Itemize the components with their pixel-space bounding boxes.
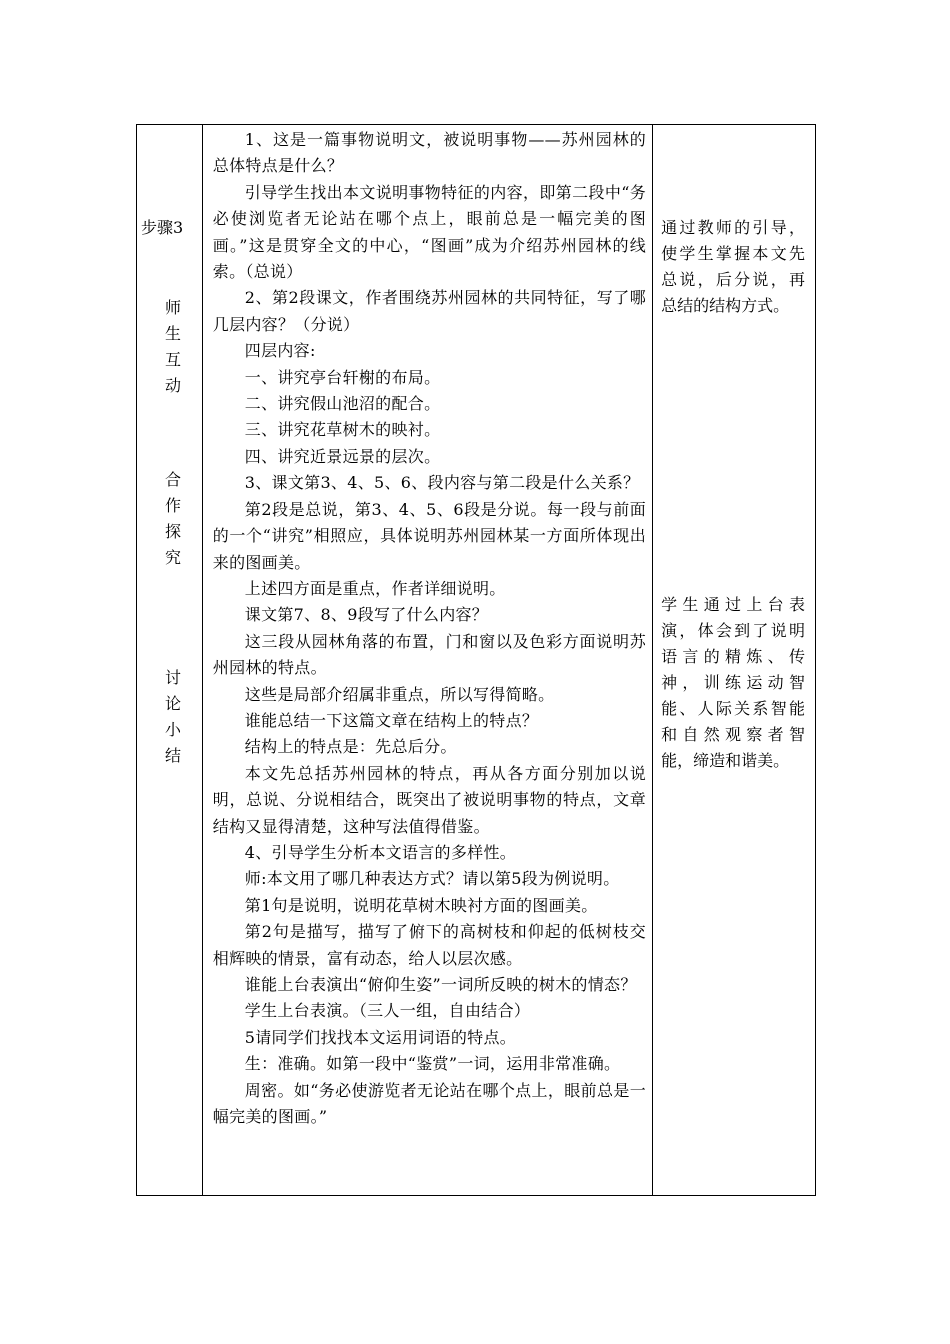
lesson-paragraph: 1、这是一篇事物说明文，被说明事物——苏州园林的总体特点是什么？ xyxy=(212,130,647,176)
lesson-content xyxy=(203,125,652,1130)
lesson-paragraph: 3、课文第3、4、5、6、段内容与第二段是什么关系？ xyxy=(244,473,640,493)
lesson-paragraph: 谁能上台表演出“俯仰生姿”一词所反映的树木的情态？ xyxy=(244,975,637,994)
lesson-paragraph: 师:本文用了哪几种表达方式？请以第5段为例说明。 xyxy=(244,869,620,889)
lesson-paragraph: 周密。如“务必使游览者无论站在哪个点上，眼前总是一幅完美的图画。” xyxy=(212,1080,647,1127)
content-column xyxy=(202,125,652,1196)
lesson-paragraph: 2、第2段课文，作者围绕苏州园林的共同特征，写了哪几层内容？（分说） xyxy=(212,288,647,334)
lesson-paragraph: 5请同学们找找本文运用词语的特点。 xyxy=(244,1027,517,1047)
vertical-label-discussion-summary: 讨 论 小 结 xyxy=(164,668,181,765)
step-label: 步骤3 xyxy=(141,218,184,237)
lesson-paragraph: 第1句是说明，说明花草树木映衬方面的图画美。 xyxy=(244,895,598,915)
lesson-paragraph: 谁能总结一下这篇文章在结构上的特点？ xyxy=(244,710,539,730)
lesson-paragraph: 第2段是总说，第3、4、5、6段是分说。每一段与前面的一个“讲究”相照应，具体说明苏州园林某一方面所体现出来的图画美。 xyxy=(212,499,647,572)
lesson-paragraph: 4、引导学生分析本文语言的多样性。 xyxy=(244,842,517,862)
lesson-paragraph: 生：准确。如第一段中“鉴赏”一词，运用非常准确。 xyxy=(244,1054,621,1074)
lesson-paragraph: 这些是局部介绍属非重点，所以写得简略。 xyxy=(244,684,555,704)
lesson-paragraph: 本文先总括苏州园林的特点，再从各方面分别加以说明，总说、分说相结合，既突出了被说明事物的特点，文章结构又显得清楚，这种写法值得借鉴。 xyxy=(212,763,647,836)
lesson-paragraph: 四、讲究近景远景的层次。 xyxy=(244,446,441,466)
lesson-paragraph: 二、讲究假山池沼的配合。 xyxy=(244,394,441,414)
lesson-paragraph: 这三段从园林角落的布置，门和窗以及色彩方面说明苏州园林的特点。 xyxy=(212,631,647,678)
design-note-structure: 通过教师的引导，使学生掌握本文先总说，后分说，再总结的结构方式。 xyxy=(661,218,805,315)
vertical-label-cooperative-inquiry: 合 作 探 究 xyxy=(164,470,181,567)
lesson-paragraph: 结构上的特点是：先总后分。 xyxy=(244,737,457,757)
design-note-language: 学生通过上台表演，体会到了说明语言的精炼、传神，训练运动智能、人际关系智能和自然观察者智能，缔造和谐美。 xyxy=(661,595,805,770)
lesson-paragraph: 学生上台表演。（三人一组，自由结合） xyxy=(244,1001,531,1021)
lesson-paragraph: 一、讲究亭台轩榭的布局。 xyxy=(244,367,441,387)
lesson-plan-table xyxy=(136,124,816,1196)
lesson-paragraph: 四层内容: xyxy=(244,341,316,361)
lesson-paragraph: 三、讲究花草树木的映衬。 xyxy=(244,420,441,440)
lesson-paragraph: 第2句是描写，描写了俯下的高树枝和仰起的低树枝交相辉映的情景，富有动态，给人以层次感。 xyxy=(212,922,647,968)
lesson-paragraph: 上述四方面是重点，作者详细说明。 xyxy=(244,578,506,598)
step-column xyxy=(137,125,203,1196)
table-row xyxy=(137,125,816,1196)
lesson-paragraph: 引导学生找出本文说明事物特征的内容，即第二段中“务必使浏览者无论站在哪个点上，眼前总是一幅完美的图画。”这是贯穿全文的中心，“图画”成为介绍苏州园林的线索。（总说） xyxy=(212,182,647,282)
vertical-label-teacher-student-interaction: 师 生 互 动 xyxy=(164,298,181,395)
notes-column xyxy=(653,125,816,1196)
lesson-paragraph: 课文第7、8、9段写了什么内容？ xyxy=(244,605,489,625)
